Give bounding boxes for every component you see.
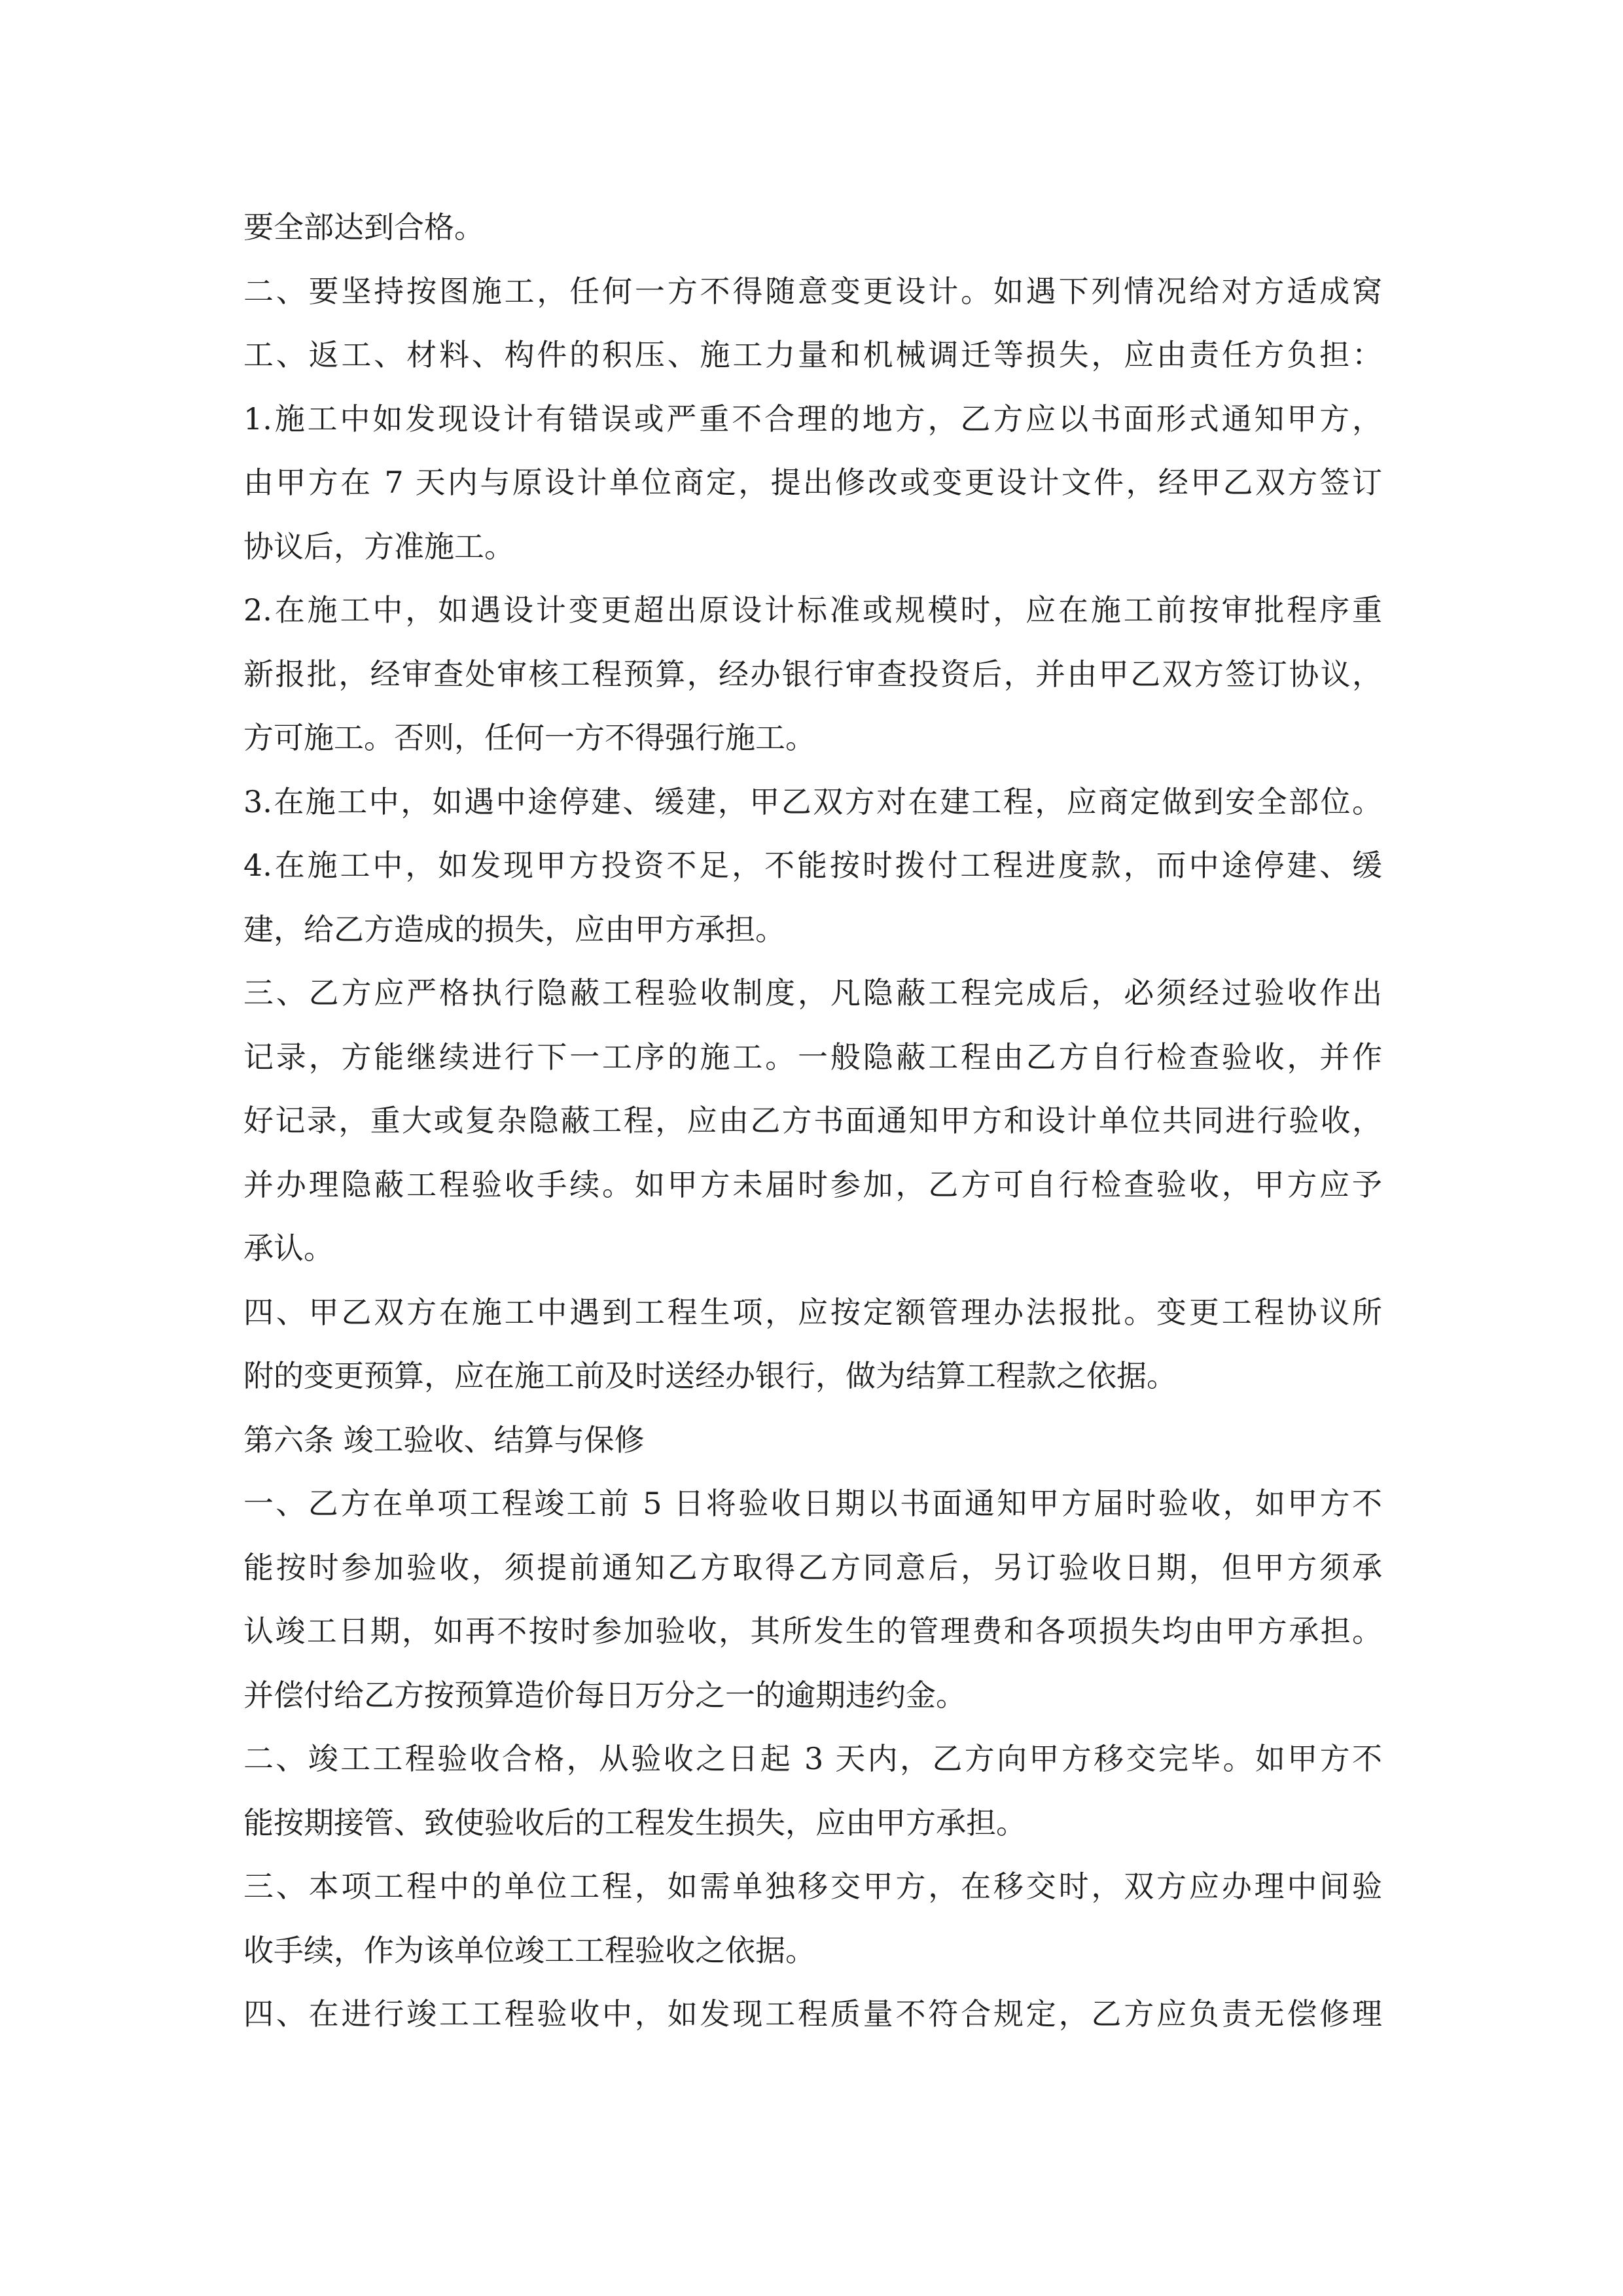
document-text-line: 协议后，方准施工。 — [243, 528, 514, 564]
document-text-line: 要全部达到合格。 — [243, 209, 484, 245]
document-text-line: 记录，方能继续进行下一工序的施工。一般隐蔽工程由乙方自行检查验收，并作 — [243, 1039, 1382, 1075]
document-text-line: 3.在施工中，如遇中途停建、缓建，甲乙双方对在建工程，应商定做到安全部位。 — [243, 783, 1382, 819]
document-text-line: 工、返工、材料、构件的积压、施工力量和机械调迁等损失，应由责任方负担： — [243, 337, 1382, 372]
document-text-line: 由甲方在 7 天内与原设计单位商定，提出修改或变更设计文件，经甲乙双方签订 — [243, 465, 1382, 500]
document-text-line: 方可施工。否则，任何一方不得强行施工。 — [243, 720, 815, 755]
document-text-line: 四、甲乙双方在施工中遇到工程生项，应按定额管理办法报批。变更工程协议所 — [243, 1294, 1382, 1330]
document-text-line: 三、乙方应严格执行隐蔽工程验收制度，凡隐蔽工程完成后，必须经过验收作出 — [243, 975, 1382, 1011]
document-text-line: 新报批，经审查处审核工程预算，经办银行审查投资后，并由甲乙双方签订协议， — [243, 656, 1382, 692]
document-text-line: 2.在施工中，如遇设计变更超出原设计标准或规模时，应在施工前按审批程序重 — [243, 592, 1382, 628]
document-text-line: 一、乙方在单项工程竣工前 5 日将验收日期以书面通知甲方届时验收，如甲方不 — [243, 1486, 1382, 1521]
document-text-line: 认竣工日期，如再不按时参加验收，其所发生的管理费和各项损失均由甲方承担。 — [243, 1613, 1382, 1649]
document-text-line: 二、竣工工程验收合格，从验收之日起 3 天内，乙方向甲方移交完毕。如甲方不 — [243, 1741, 1382, 1776]
document-text-line: 好记录，重大或复杂隐蔽工程，应由乙方书面通知甲方和设计单位共同进行验收， — [243, 1103, 1382, 1138]
document-text-line: 能按时参加验收，须提前通知乙方取得乙方同意后，另订验收日期，但甲方须承 — [243, 1549, 1382, 1585]
document-text-line: 承认。 — [243, 1230, 334, 1266]
document-text-line: 并办理隐蔽工程验收手续。如甲方未届时参加，乙方可自行检查验收，甲方应予 — [243, 1166, 1382, 1202]
document-text-line: 建，给乙方造成的损失，应由甲方承担。 — [243, 911, 785, 947]
document-text-line: 收手续，作为该单位竣工工程验收之依据。 — [243, 1932, 815, 1968]
document-text-line: 能按期接管、致使验收后的工程发生损失，应由甲方承担。 — [243, 1804, 1026, 1840]
document-text-line: 二、要坚持按图施工，任何一方不得随意变更设计。如遇下列情况给对方适成窝 — [243, 273, 1382, 309]
document-text-line: 并偿付给乙方按预算造价每日万分之一的逾期违约金。 — [243, 1677, 966, 1713]
document-text-line: 四、在进行竣工工程验收中，如发现工程质量不符合规定，乙方应负责无偿修理 — [243, 1996, 1382, 2032]
document-text-line: 第六条 竣工验收、结算与保修 — [243, 1422, 645, 1458]
document-text-line: 附的变更预算，应在施工前及时送经办银行，做为结算工程款之依据。 — [243, 1358, 1177, 1393]
document-text-line: 1.施工中如发现设计有错误或严重不合理的地方，乙方应以书面形式通知甲方， — [243, 401, 1382, 437]
document-body — [243, 196, 1382, 2047]
document-text-line: 三、本项工程中的单位工程，如需单独移交甲方，在移交时，双方应办理中间验 — [243, 1869, 1382, 1904]
document-text-line: 4.在施工中，如发现甲方投资不足，不能按时拨付工程进度款，而中途停建、缓 — [243, 848, 1382, 883]
